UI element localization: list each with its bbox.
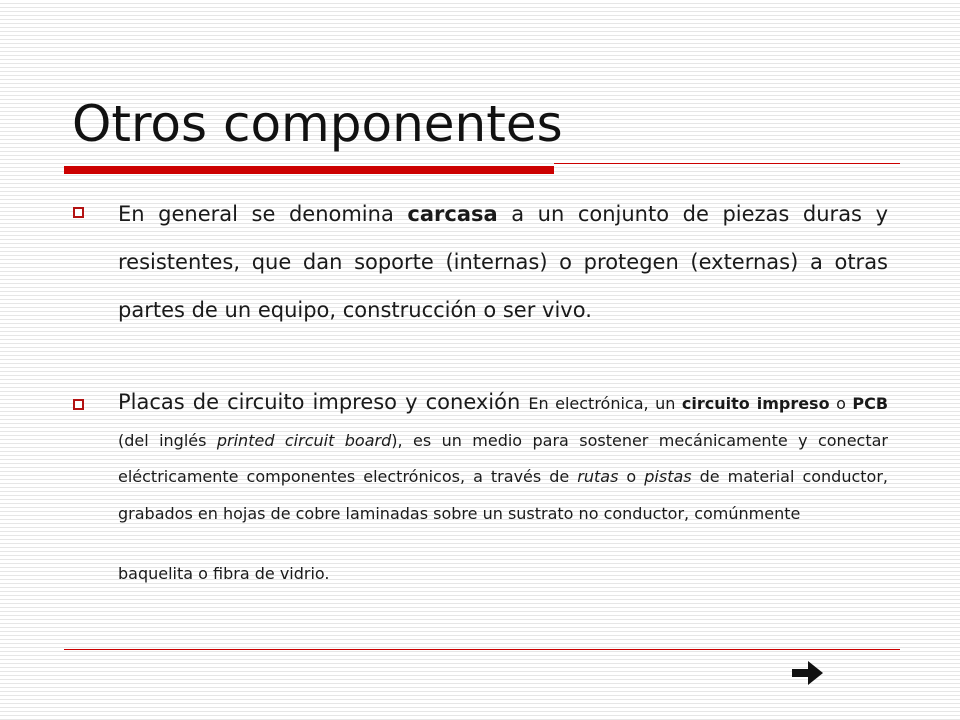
title-accent-bar xyxy=(64,166,554,174)
bullet-item-pcb xyxy=(118,384,888,593)
bold-term-carcasa: carcasa xyxy=(407,202,498,226)
square-bullet-icon xyxy=(73,207,84,218)
right-arrow-icon xyxy=(790,658,826,688)
bullet-text: ), es un medio para sostener mecánicamente y conectar eléctricamente componentes electrónicos, a través de xyxy=(118,430,888,486)
square-bullet-icon xyxy=(73,399,84,410)
bullet-text: En electrónica, un xyxy=(528,394,682,413)
bold-term-pcb: PCB xyxy=(852,394,889,413)
slide-title: Otros componentes xyxy=(72,95,563,153)
footer-divider-line xyxy=(64,649,900,650)
bullet-text: o xyxy=(829,394,853,413)
bullet-text: En general se denomina xyxy=(118,202,408,226)
bullet-heading: Placas de circuito impreso y conexión xyxy=(118,390,529,414)
next-slide-button[interactable] xyxy=(790,658,826,688)
bullet-text: o xyxy=(618,467,645,486)
italic-term-rutas: rutas xyxy=(577,467,619,486)
bullet-text: a un conjunto de piezas duras y resistentes, que dan soporte (internas) o protegen (externas) a otras partes de un equipo, construcción o ser vivo. xyxy=(118,202,888,322)
bullet-text: (del inglés xyxy=(118,430,217,450)
bullet-text: baquelita o fibra de vidrio. xyxy=(118,564,330,583)
italic-term-pcb-english: printed circuit board xyxy=(216,430,392,450)
bullet-text: de material conductor, grabados en hojas de cobre laminadas sobre un sustrato no conductor, comúnmente xyxy=(118,467,888,523)
bullet-item-carcasa xyxy=(118,190,888,334)
title-divider-line xyxy=(554,163,900,164)
italic-term-pistas: pistas xyxy=(644,467,692,486)
bold-term-circuito-impreso: circuito impreso xyxy=(681,394,830,413)
